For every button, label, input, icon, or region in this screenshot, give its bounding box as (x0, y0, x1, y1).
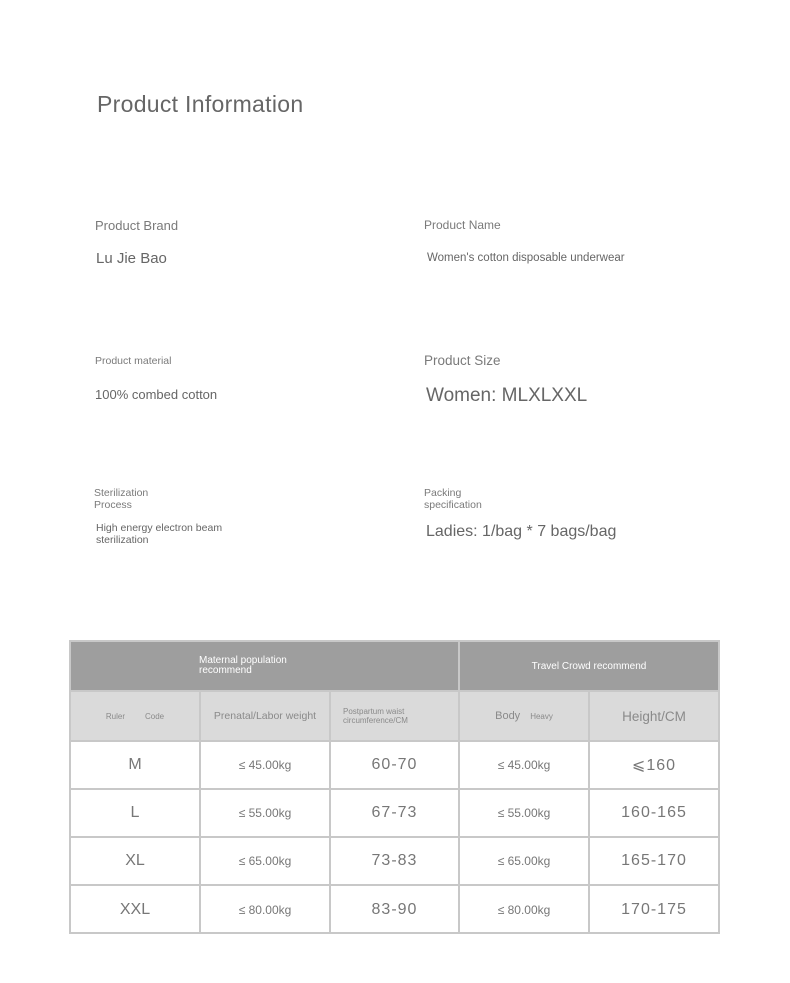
travel-group-header: Travel Crowd recommend (460, 642, 718, 692)
name-label: Product Name (424, 218, 501, 232)
height-cell: 160-165 (590, 790, 718, 838)
packing-label-line2: specification (424, 499, 482, 511)
waist-cell: 83-90 (331, 886, 460, 934)
prenatal-weight-cell: ≤ 65.00kg (201, 838, 331, 886)
waist-cell: 60-70 (331, 742, 460, 790)
sterilization-label-line1: Sterilization (94, 487, 149, 499)
packing-label-line1: Packing (424, 487, 462, 499)
prenatal-weight-header: Prenatal/Labor weight (201, 692, 331, 742)
body-weight-cell: ≤ 80.00kg (460, 886, 590, 934)
prenatal-weight-cell: ≤ 45.00kg (201, 742, 331, 790)
sterilization-label-line2: Process (94, 499, 132, 511)
prenatal-weight-cell: ≤ 55.00kg (201, 790, 331, 838)
name-value: Women's cotton disposable underwear (427, 252, 625, 264)
sterilization-value-line1: High energy electron beam (96, 522, 223, 534)
maternal-group-header (71, 642, 460, 692)
height-cell: 165-170 (590, 838, 718, 886)
size-cell: M (71, 742, 201, 790)
waist-cell: 73-83 (331, 838, 460, 886)
packing-label (424, 487, 482, 511)
body-weight-cell: ≤ 45.00kg (460, 742, 590, 790)
ruler-code-header (71, 692, 201, 742)
body-header: Body (495, 710, 521, 722)
brand-label: Product Brand (95, 218, 179, 233)
maternal-header-line1: Maternal population (199, 655, 287, 666)
size-cell: L (71, 790, 201, 838)
maternal-header-line2: recommend (199, 665, 252, 676)
sterilization-label (94, 487, 148, 511)
material-label: Product material (95, 355, 172, 367)
sterilization-value (96, 522, 222, 546)
body-heavy-header (460, 692, 590, 742)
prenatal-weight-cell: ≤ 80.00kg (201, 886, 331, 934)
size-cell: XXL (71, 886, 201, 934)
height-cell: 170-175 (621, 901, 687, 918)
size-value: Women: MLXLXXL (426, 385, 588, 406)
waist-header (331, 692, 460, 742)
waist-header-line1: Postpartum waist (343, 707, 405, 716)
ruler-header: Ruler (105, 711, 125, 721)
size-label: Product Size (424, 353, 501, 368)
size-table (69, 640, 720, 934)
waist-header-line2: circumference/CM (343, 716, 408, 725)
page-title: Product Information (97, 91, 304, 117)
body-weight-cell: ≤ 55.00kg (460, 790, 590, 838)
packing-value: Ladies: 1/bag * 7 bags/bag (426, 523, 617, 540)
code-header: Code (145, 711, 165, 721)
heavy-header: Heavy (530, 711, 553, 721)
material-value: 100% combed cotton (95, 387, 218, 402)
waist-cell: 67-73 (331, 790, 460, 838)
height-cell: ⩽160 (590, 742, 718, 790)
height-header: Height/CM (590, 692, 718, 742)
sterilization-value-line2: sterilization (96, 534, 149, 546)
brand-value: Lu Jie Bao (96, 250, 167, 267)
size-cell: XL (71, 838, 201, 886)
body-weight-cell: ≤ 65.00kg (460, 838, 590, 886)
